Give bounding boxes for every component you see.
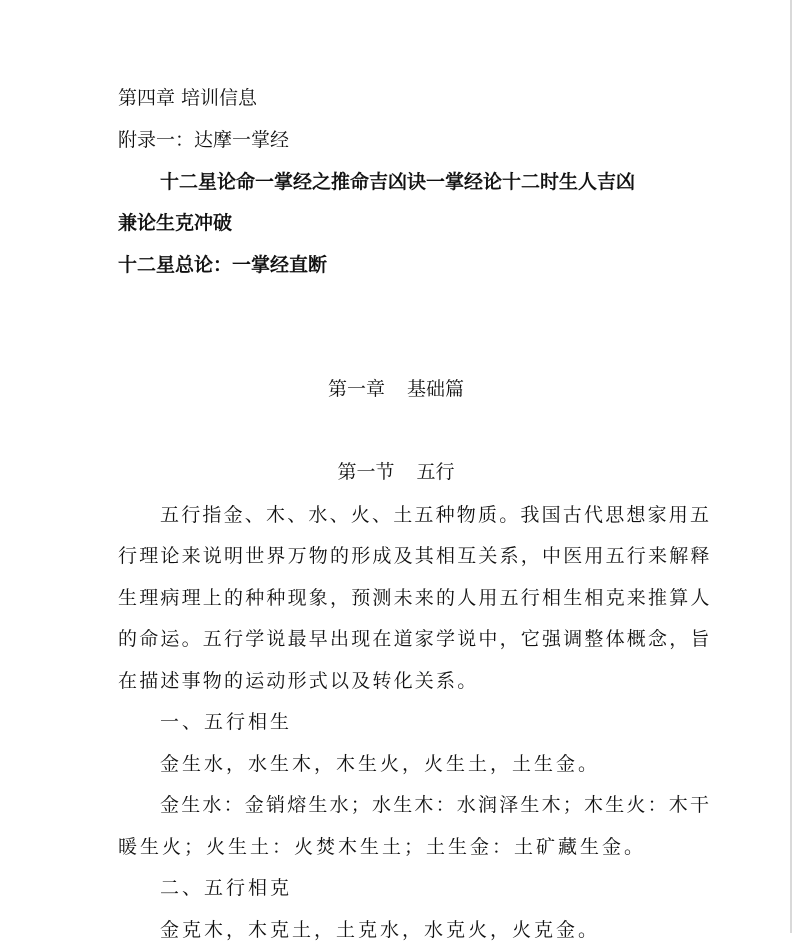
section1-name: 五行	[416, 461, 455, 483]
heading-wuxing-ke: 二、五行相克	[160, 877, 293, 899]
chapter1-number: 第一章	[327, 378, 385, 400]
toc-bold-line1: 十二星论命一掌经之推命吉凶诀一掌经论十二时生人吉凶	[160, 171, 636, 193]
toc-appendix1: 附录一：达摩一掌经	[118, 129, 290, 151]
chapter1-name: 基础篇	[407, 378, 465, 400]
sheng-summary: 金生水，水生木，木生火，火生土，土生金。	[160, 753, 601, 775]
ke-summary: 金克木，木克土，土克水，水克火，火克金。	[160, 919, 601, 941]
paragraph1-line5: 在描述事物的运动形式以及转化关系。	[118, 670, 479, 692]
heading-wuxing-sheng: 一、五行相生	[160, 711, 293, 733]
chapter1-heading	[0, 377, 792, 401]
toc-chapter4: 第四章 培训信息	[118, 87, 258, 109]
sheng-detail-line2: 暖生火；火生土：火焚木生土；土生金：土矿藏生金。	[118, 836, 647, 858]
toc-bold-line2: 兼论生克冲破	[118, 212, 233, 234]
paragraph1-line1: 五行指金、木、水、火、土五种物质。我国古代思想家用五	[160, 504, 712, 526]
paragraph1-line4: 的命运。五行学说最早出现在道家学说中，它强调整体概念，旨	[118, 628, 712, 650]
paragraph1-line2: 行理论来说明世界万物的形成及其相互关系，中医用五行来解释	[118, 545, 712, 567]
toc-bold-line3: 十二星总论：一掌经直断	[118, 254, 328, 276]
section1-heading	[0, 460, 792, 484]
paragraph1-line3: 生理病理上的种种现象，预测未来的人用五行相生相克来推算人	[118, 587, 712, 609]
section1-number: 第一节	[337, 461, 395, 483]
sheng-detail-line1: 金生水：金销熔生水；水生木：水润泽生木；木生火：木干	[160, 794, 712, 816]
